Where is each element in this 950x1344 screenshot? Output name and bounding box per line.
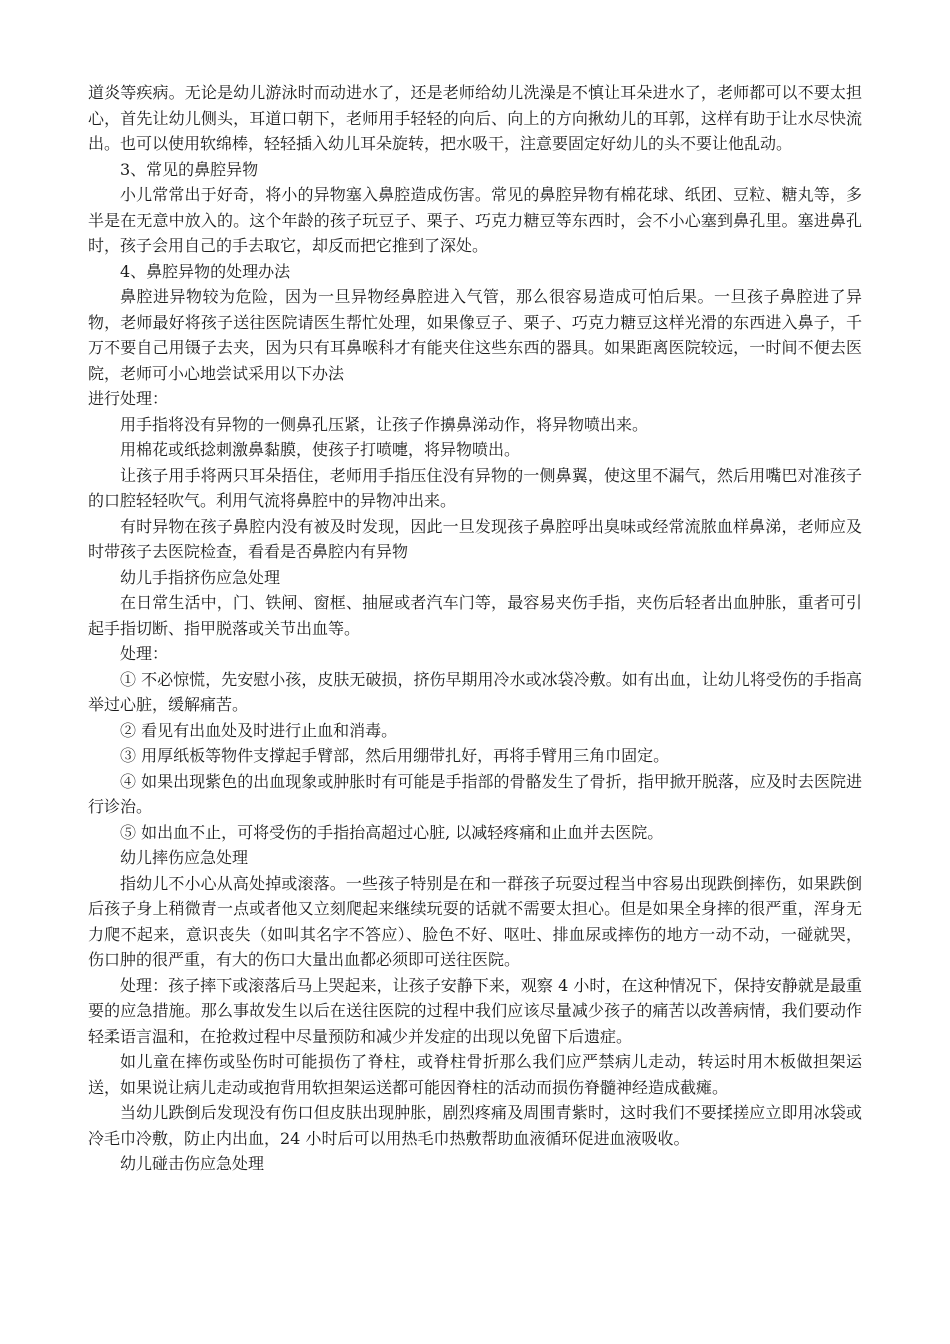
paragraph: 有时异物在孩子鼻腔内没有被及时发现，因此一旦发现孩子鼻腔呼出臭味或经常流脓血样鼻涕，老师应及时带孩子去医院检查，看看是否鼻腔内有异物 <box>88 516 862 561</box>
paragraph: 如儿童在摔伤或坠伤时可能损伤了脊柱，或脊柱骨折那么我们应严禁病儿走动，转运时用木板做担架运送，如果说让病儿走动或抱背用软担架运送都可能因脊柱的活动而损伤脊髓神经造成截瘫。 <box>88 1052 862 1097</box>
paragraph: ⑤ 如出血不止，可将受伤的手指抬高超过心脏, 以减轻疼痛和止血并去医院。 <box>120 822 664 842</box>
paragraph: 幼儿碰击伤应急处理 <box>120 1154 265 1173</box>
paragraph: 幼儿摔伤应急处理 <box>120 848 249 867</box>
paragraph: 道炎等疾病。无论是幼儿游泳时而动进水了，还是老师给幼儿洗澡是不慎让耳朵进水了，老师都可以不要太担心，首先让幼儿侧头，耳道口朝下，老师用手轻轻的向后、向上的方向揪幼儿的耳郭，这样有助于让水尽快流出。也可以使用软绵棒，轻轻插入幼儿耳朵旋转，把水吸干，注意要固定好幼儿的头不要让他乱动。 <box>88 83 862 153</box>
paragraph: 进行处理： <box>88 389 169 408</box>
paragraph: 鼻腔进异物较为危险，因为一旦异物经鼻腔进入气管，那么很容易造成可怕后果。一旦孩子鼻腔进了异物，老师最好将孩子送往医院请医生帮忙处理，如果像豆子、栗子、巧克力糖豆这样光滑的东西进入鼻子，千万不要自己用镊子去夹，因为只有耳鼻喉科才有能夹住这些东西的器具。如果距离医院较远，一时间不便去医院，老师可小心地尝试采用以下办法 <box>88 287 862 383</box>
paragraph: ④ 如果出现紫色的出血现象或肿胀时有可能是手指部的骨骼发生了骨折，指甲掀开脱落，应及时去医院进行诊治。 <box>88 771 862 816</box>
paragraph: 在日常生活中，门、铁闸、窗框、抽屉或者汽车门等，最容易夹伤手指，夹伤后轻者出血肿胀，重者可引起手指切断、指甲脱落或关节出血等。 <box>88 593 862 638</box>
paragraph: ③ 用厚纸板等物件支撑起手臂部，然后用绷带扎好，再将手臂用三角巾固定。 <box>120 746 670 765</box>
paragraph: 让孩子用手将两只耳朵捂住，老师用手指压住没有异物的一侧鼻翼，使这里不漏气，然后用嘴巴对准孩子的口腔轻轻吹气。利用气流将鼻腔中的异物冲出来。 <box>88 465 862 510</box>
document-body <box>88 80 862 1177</box>
paragraph: 小儿常常出于好奇，将小的异物塞入鼻腔造成伤害。常见的鼻腔异物有棉花球、纸团、豆粒、糖丸等，多半是在无意中放入的。这个年龄的孩子玩豆子、栗子、巧克力糖豆等东西时，会不小心塞到鼻孔里。塞进鼻孔时，孩子会用自己的手去取它，却反而把它推到了深处。 <box>88 185 862 255</box>
paragraph: 3、常见的鼻腔异物 <box>120 159 259 179</box>
paragraph: 处理： <box>120 644 169 663</box>
paragraph: 幼儿手指挤伤应急处理 <box>120 567 281 587</box>
paragraph: ① 不必惊慌，先安慰小孩，皮肤无破损，挤伤早期用冷水或冰袋冷敷。如有出血，让幼儿将受伤的手指高举过心脏，缓解痛苦。 <box>88 669 862 714</box>
paragraph: 用手指将没有异物的一侧鼻孔压紧，让孩子作擤鼻涕动作，将异物喷出来。 <box>120 414 649 434</box>
paragraph: 指幼儿不小心从高处掉或滚落。一些孩子特别是在和一群孩子玩耍过程当中容易出现跌倒摔伤，如果跌倒后孩子身上稍微青一点或者他又立刻爬起来继续玩耍的话就不需要太担心。但是如果全身摔的很严重，浑身无力爬不起来，意识丧失（如叫其名字不答应）、脸色不好、呕吐、排血尿或摔伤的地方一动不动，一碰就哭，伤口肿的很严重，有大的伤口大量出血都必须即可送往医院。 <box>88 873 862 969</box>
paragraph: ② 看见有出血处及时进行止血和消毒。 <box>120 720 398 740</box>
paragraph: 用棉花或纸捻刺激鼻黏膜，使孩子打喷嚏，将异物喷出。 <box>120 440 521 459</box>
paragraph: 当幼儿跌倒后发现没有伤口但皮肤出现肿胀，剧烈疼痛及周围青紫时，这时我们不要揉搓应立即用冰袋或冷毛巾冷敷，防止内出血，24 小时后可以用热毛巾热敷帮助血液循环促进血液吸收。 <box>88 1103 862 1148</box>
paragraph: 4、鼻腔异物的处理办法 <box>120 261 291 281</box>
paragraph: 处理：孩子摔下或滚落后马上哭起来，让孩子安静下来，观察 4 小时，在这种情况下，保持安静就是最重要的应急措施。那么事故发生以后在送往医院的过程中我们应该尽量减少孩子的痛苦以改善病情，我们要动作轻柔语言温和，在抢救过程中尽量预防和减少并发症的出现以免留下后遗症。 <box>88 975 862 1046</box>
